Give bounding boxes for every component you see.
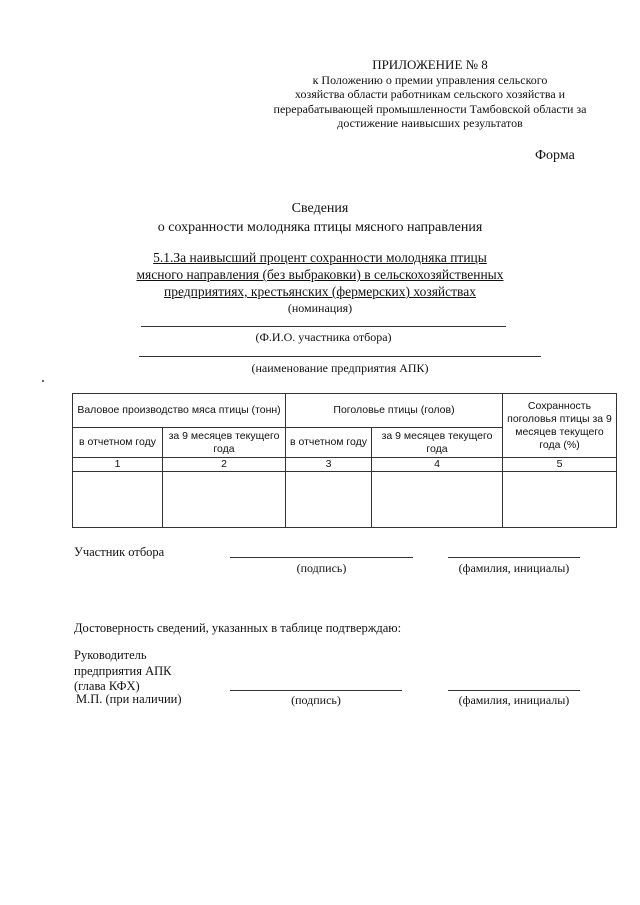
appendix-line: хозяйства области работникам сельского хозяйства и: [294, 87, 566, 101]
appendix-line: к Положению о премии управления сельского: [312, 72, 548, 87]
column-number: 4: [372, 458, 503, 472]
subheader-cell: за 9 месяцев текущего года: [372, 428, 503, 458]
subheader-cell: в отчетном году: [73, 428, 163, 458]
participant-caption: (Ф.И.О. участника отбора): [255, 330, 392, 344]
heading-subtitle: о сохранности молодняка птицы мясного направления: [157, 220, 483, 235]
table-cell[interactable]: [286, 472, 372, 528]
table-cell[interactable]: [73, 472, 163, 528]
participant-label: Участник отбора: [74, 545, 165, 559]
participant-name-line: [141, 326, 506, 327]
scan-speck: [42, 380, 44, 382]
column-number: 1: [73, 458, 163, 472]
enterprise-name-line: [139, 356, 541, 357]
form-label: Форма: [535, 148, 575, 163]
nomination-block: [96, 249, 544, 316]
participant-name-field-line: [448, 557, 580, 558]
column-number: 3: [286, 458, 372, 472]
column-number: 5: [503, 458, 617, 472]
name-caption: (фамилия, инициалы): [458, 693, 570, 707]
head-label-line: (глава КФХ): [74, 679, 140, 693]
appendix-title: ПРИЛОЖЕНИЕ № 8: [372, 57, 488, 72]
subheader-cell: за 9 месяцев текущего года: [163, 428, 286, 458]
head-label-line: Руководитель: [74, 648, 147, 662]
confirmation-text: Достоверность сведений, указанных в таблице подтверждаю:: [74, 621, 402, 635]
signature-caption: (подпись): [296, 561, 347, 575]
signature-caption: (подпись): [291, 693, 341, 707]
appendix-line: перерабатывающей промышленности Тамбовской области за: [273, 101, 587, 116]
appendix-line: достижение наивысших результатов: [337, 116, 523, 130]
head-signature-line: [230, 690, 402, 691]
table-row: [73, 472, 617, 528]
name-caption: (фамилия, инициалы): [458, 561, 570, 575]
table-cell[interactable]: [503, 472, 617, 528]
table-number-row: [73, 458, 617, 472]
enterprise-caption: (наименование предприятия АПК): [251, 361, 429, 375]
head-label-line: предприятия АПК: [74, 663, 172, 678]
appendix-header: [262, 58, 598, 131]
nomination-caption: (номинация): [287, 301, 353, 315]
column-number: 2: [163, 458, 286, 472]
table-cell[interactable]: [163, 472, 286, 528]
head-name-field-line: [448, 690, 580, 691]
header-preservation: Сохранность поголовья птицы за 9 месяцев текущего года (%): [503, 394, 617, 458]
table-header-row: [73, 394, 617, 428]
header-gross-production: Валовое производство мяса птицы (тонн): [73, 394, 286, 428]
nomination-line: предприятиях, крестьянских (фермерских) хозяйствах: [164, 284, 476, 299]
head-label: [74, 648, 171, 695]
subheader-cell: в отчетном году: [286, 428, 372, 458]
stamp-label: М.П. (при наличии): [76, 692, 182, 706]
table-cell[interactable]: [372, 472, 503, 528]
data-table: [72, 393, 617, 528]
header-livestock: Поголовье птицы (голов): [286, 394, 503, 428]
document-heading: [100, 199, 540, 237]
heading-title: Сведения: [291, 201, 349, 216]
participant-signature-line: [230, 557, 413, 558]
nomination-line: 5.1.За наивысший процент сохранности молодняка птицы: [153, 250, 487, 265]
nomination-line: мясного направления (без выбраковки) в сельскохозяйственных: [136, 267, 504, 282]
